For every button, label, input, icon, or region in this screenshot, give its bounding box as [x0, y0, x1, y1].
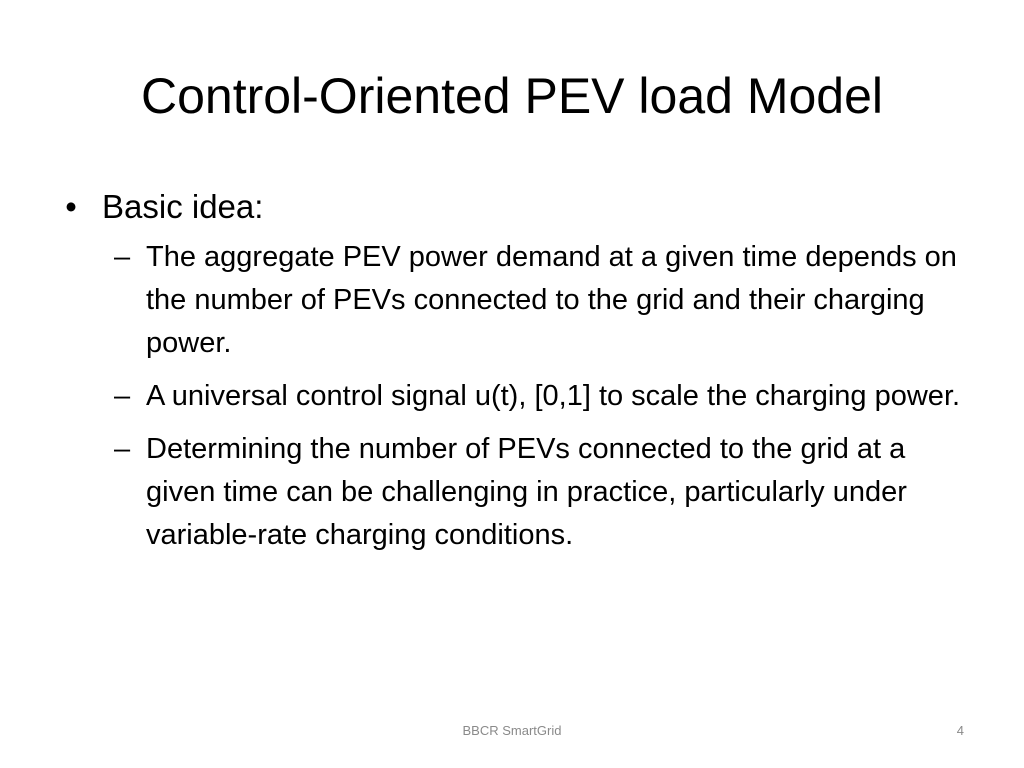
sub-bullet-list [56, 236, 976, 557]
dash-marker: – [114, 433, 131, 465]
dash-marker: – [114, 241, 131, 273]
dash-marker: – [114, 380, 131, 412]
page-number: 4 [956, 723, 964, 738]
sub-bullet-determining-number [56, 428, 976, 557]
footer-text: BBCR SmartGrid [462, 723, 562, 738]
sub-bullet-text: The aggregate PEV power demand at a given time depends on the number of PEVs connected to the grid and their charging power. [146, 241, 957, 359]
bullet-marker: • [65, 188, 77, 225]
sub-bullet-control-signal [56, 375, 976, 418]
slide-body [56, 184, 976, 567]
bullet-text: Basic idea: [102, 188, 264, 225]
slide-title: Control-Oriented PEV load Model [140, 68, 884, 124]
bullet-basic-idea [56, 184, 976, 230]
sub-bullet-text: Determining the number of PEVs connected to the grid at a given time can be challenging in practice, particularly under variable-rate charging conditions. [146, 433, 907, 551]
sub-bullet-text: A universal control signal u(t), [0,1] to scale the charging power. [146, 380, 961, 412]
sub-bullet-aggregate-demand [56, 236, 976, 365]
